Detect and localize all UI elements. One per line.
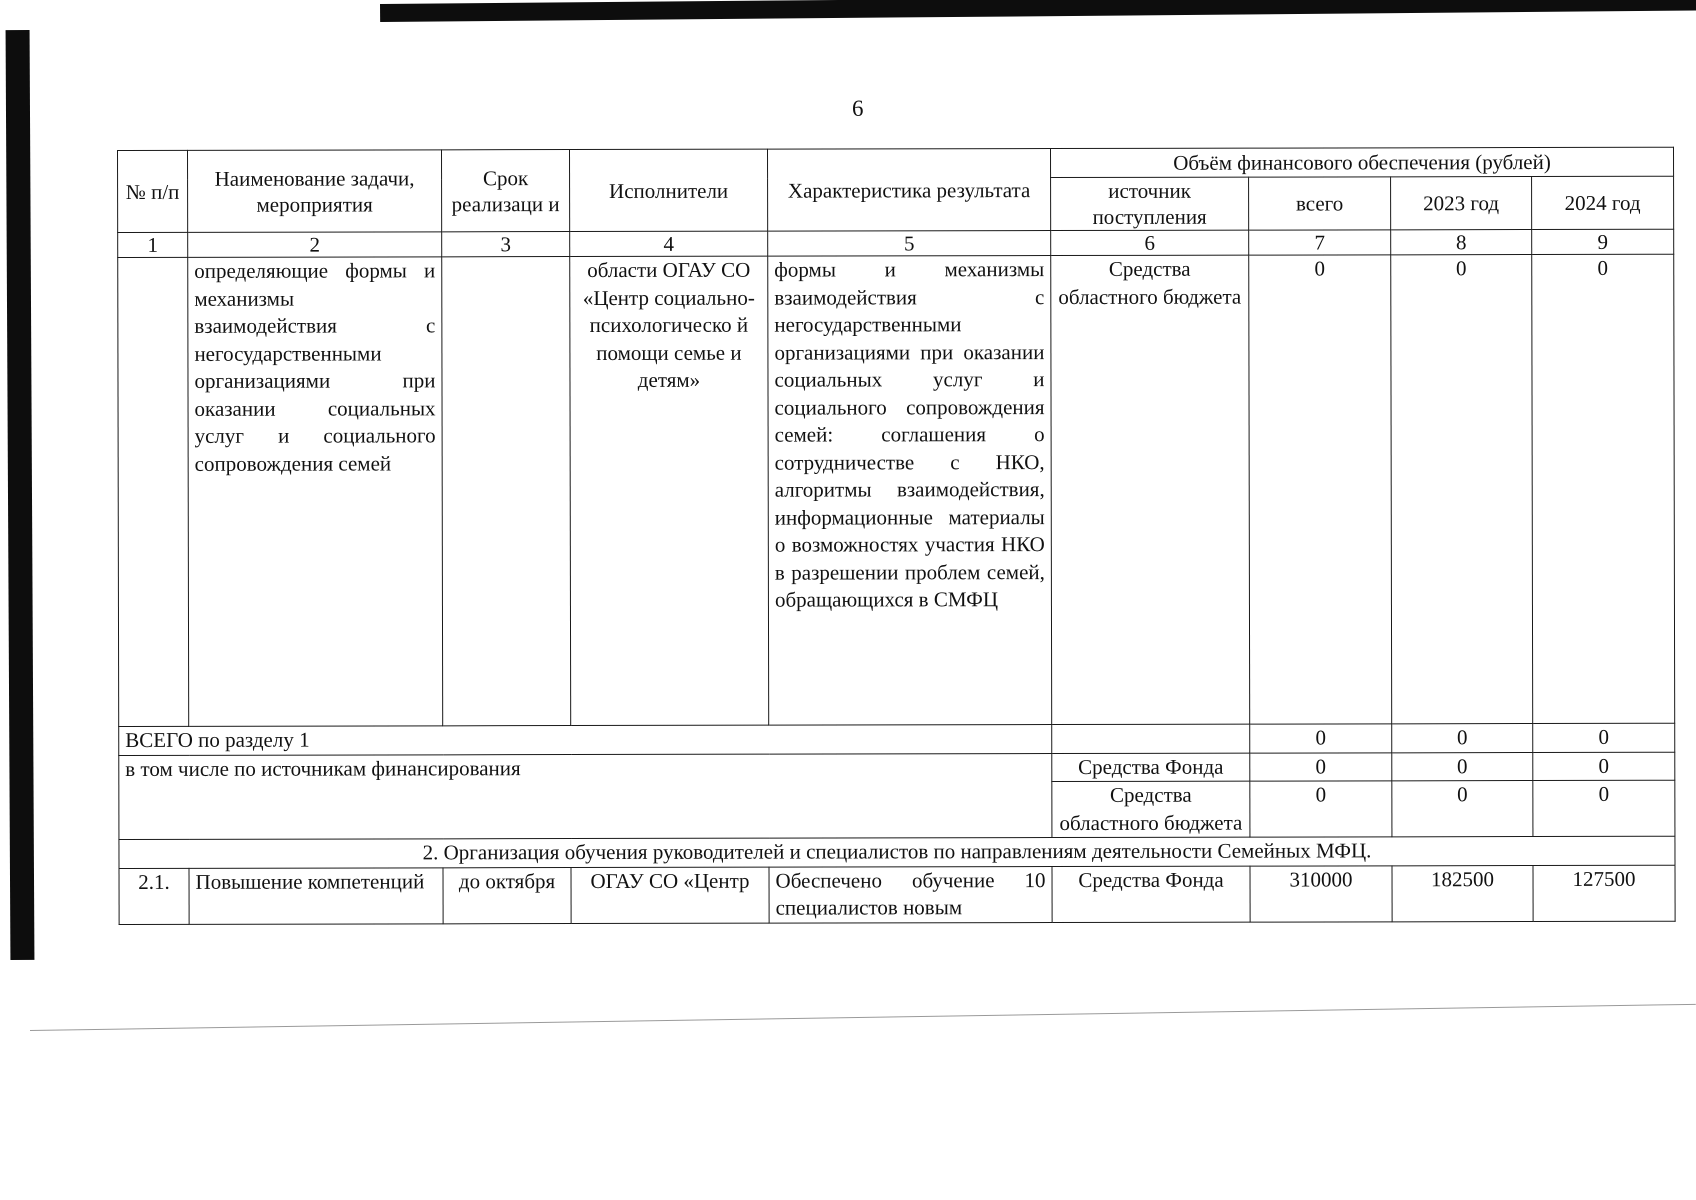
header-result: Характеристика результата (767, 149, 1050, 232)
executors: области ОГАУ СО «Центр социально-психологическо й помощи семье и детям» (570, 256, 769, 725)
funding-source: Средства областного бюджета (1051, 255, 1250, 724)
header-row-1 (118, 147, 1674, 179)
header-name: Наименование задачи, мероприятия (188, 150, 442, 233)
term: до октября (443, 867, 571, 923)
section-total-2023: 0 (1392, 724, 1533, 753)
funding-source: Средства Фонда (1052, 753, 1250, 782)
header-total: всего (1249, 177, 1391, 230)
col-number: 4 (570, 231, 768, 256)
header-executors: Исполнители (570, 149, 768, 231)
result-description: Обеспечено обучение 10 специалистов новым (769, 866, 1052, 923)
funding-source: Средства Фонда (1052, 866, 1250, 922)
including-label: в том числе по источникам финансирования (119, 753, 1052, 839)
col-number: 2 (188, 232, 442, 258)
col-number: 6 (1051, 230, 1249, 255)
row-num: 2.1. (119, 868, 189, 924)
header-term: Срок реализаци и (442, 150, 570, 232)
scan-shadow-top (380, 0, 1696, 22)
table-row (119, 865, 1675, 924)
task-name: определяющие формы и механизмы взаимодействия с негосударственными организациями при оказании социальных услуг и социального сопровождения семей (188, 257, 443, 727)
scan-page-edge (30, 1004, 1696, 1031)
section-total-label: ВСЕГО по разделу 1 (119, 725, 1052, 755)
task-name: Повышение компетенций (189, 867, 443, 924)
header-2024: 2024 год (1532, 176, 1674, 229)
amount-2023: 0 (1391, 255, 1533, 724)
amount-2023: 0 (1392, 781, 1533, 837)
including-row (119, 752, 1675, 784)
amount-total: 0 (1250, 752, 1392, 781)
col-number: 8 (1391, 230, 1532, 255)
row-num (118, 257, 189, 726)
table-row (118, 254, 1675, 726)
section-total-amount: 0 (1250, 724, 1392, 753)
amount-total: 0 (1249, 255, 1392, 724)
amount-2024: 127500 (1533, 865, 1675, 921)
amount-2024: 0 (1533, 752, 1675, 781)
section-total-source (1052, 724, 1250, 753)
executors: ОГАУ СО «Центр (571, 867, 769, 923)
section-total-2024: 0 (1533, 723, 1675, 752)
header-source: источник поступления (1051, 177, 1249, 230)
page-number: 6 (852, 96, 864, 121)
amount-total: 0 (1250, 781, 1392, 837)
col-number: 3 (442, 232, 570, 257)
col-number: 1 (118, 232, 188, 257)
amount-2023: 0 (1392, 752, 1533, 781)
col-number: 9 (1532, 229, 1674, 254)
amount-2024: 0 (1532, 254, 1675, 723)
col-number: 7 (1249, 230, 1391, 255)
col-number: 5 (768, 231, 1051, 257)
section-header-row (119, 836, 1675, 868)
header-finance-group: Объём финансового обеспечения (рублей) (1050, 147, 1673, 177)
column-number-row (118, 229, 1674, 257)
header-num: № п/п (118, 150, 188, 232)
term (442, 257, 571, 726)
amount-2023: 182500 (1392, 865, 1533, 921)
scan-shadow-left (6, 30, 35, 960)
section-2-title: 2. Организация обучения руководителей и специалистов по направлениям деятельности Семейных МФЦ. (119, 836, 1675, 868)
header-2023: 2023 год (1391, 177, 1532, 230)
amount-total: 310000 (1250, 865, 1392, 921)
funding-source: Средства областного бюджета (1052, 781, 1250, 837)
section-total-row (119, 723, 1675, 755)
amount-2024: 0 (1533, 780, 1675, 836)
financing-table (117, 147, 1676, 925)
result-description: формы и механизмы взаимодействия с негосударственными организациями при оказании социальных услуг и социального сопровождения семей: соглашения о сотрудничестве с НКО, алгоритмы взаимодействия, информационные материалы о возможностях участия НКО в разрешении проблем семей, обращающихся в СМФЦ (768, 256, 1052, 726)
